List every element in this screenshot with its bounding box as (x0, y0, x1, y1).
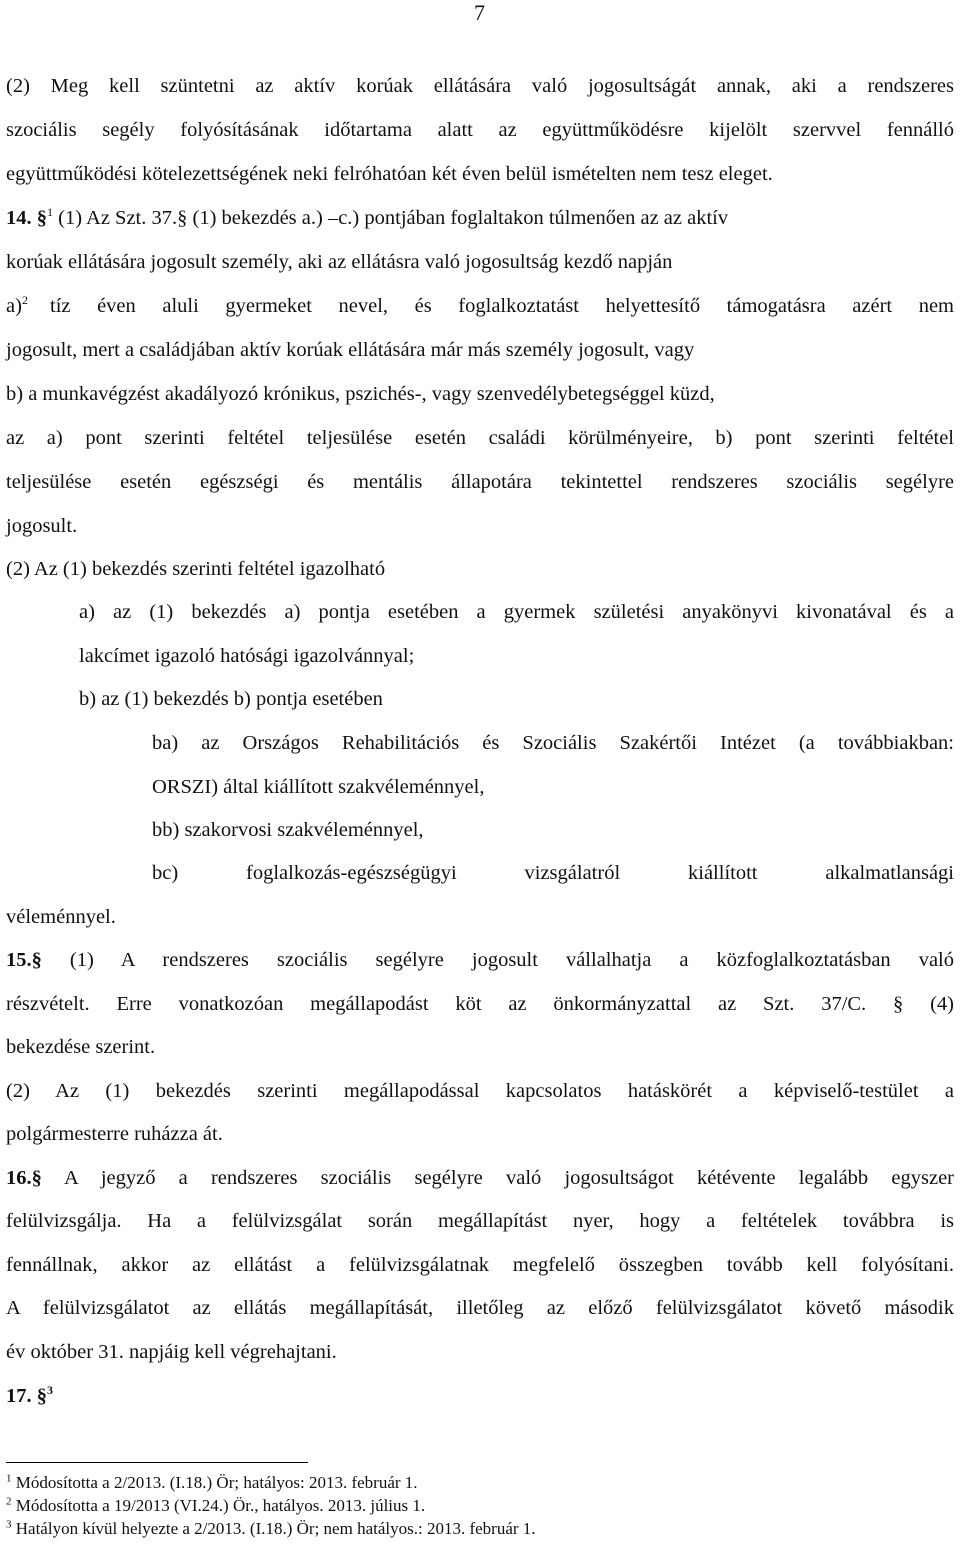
footnote-divider (6, 1462, 308, 1463)
footnote (6, 1473, 418, 1493)
section-text: (1) A rendszeres szociális segélyre jogosult vállalhatja a közfoglalkoztatásban való (41, 949, 954, 971)
item-b-text: b) a munkavégzést akadályozó krónikus, pszichés-, vagy szenvedélybetegséggel küzd, (6, 383, 715, 405)
paragraph-line: év október 31. napjáig kell végrehajtani. (6, 1341, 337, 1363)
section-number: 17. (6, 1385, 32, 1407)
item-label: a) (6, 295, 22, 317)
section-number: 15. (6, 949, 32, 971)
footnote-text: Módosította a 2/2013. (I.18.) Ör; hatályos: 2013. február 1. (11, 1473, 418, 1492)
section-symbol: § (36, 207, 47, 229)
footnote-ref: 1 (47, 205, 53, 220)
section-number: 14. (6, 207, 32, 229)
footnote (6, 1519, 536, 1539)
paragraph-line: korúak ellátására jogosult személy, aki az ellátásra való jogosultság kezdő napján (6, 251, 673, 273)
paragraph-line: felülvizsgálja. Ha a felülvizsgálat során megállapítást nyer, hogy a feltételek továbbra is (6, 1210, 954, 1232)
paragraph-line: (2) Meg kell szüntetni az aktív korúak ellátására való jogosultságát annak, aki a rendszeres (6, 75, 954, 97)
sub-item-a-cont: lakcímet igazoló hatósági igazolvánnyal; (79, 645, 415, 667)
sub-item-bb: bb) szakorvosi szakvéleménnyel, (152, 819, 424, 841)
sub-item-ba-cont: ORSZI) által kiállított szakvéleménnyel, (152, 776, 485, 798)
paragraph-line: polgármesterre ruházza át. (6, 1123, 223, 1145)
sub-item-bc-end: véleménnyel. (6, 906, 116, 928)
paragraph-line: jogosult. (6, 515, 78, 537)
paragraph-line: (2) Az (1) bekezdés szerinti feltétel igazolható (6, 558, 386, 580)
footnote-mark: 1 (6, 1472, 12, 1485)
footnote-mark: 2 (6, 1495, 12, 1508)
section-text: A jegyző a rendszeres szociális segélyre való jogosultságot kétévente legalább egyszer (41, 1167, 954, 1189)
section-15-heading (6, 948, 954, 972)
section-16-heading (6, 1166, 954, 1190)
sub-item-bc: bc) foglalkozás-egészségügyi vizsgálatról kiállított alkalmatlansági (152, 862, 954, 884)
section-text: (1) Az Szt. 37.§ (1) bekezdés a.) –c.) pontjában foglaltakon túlmenően az az aktív (53, 207, 729, 229)
sub-item-ba: ba) az Országos Rehabilitációs és Szociális Szakértői Intézet (a továbbiakban: (152, 732, 954, 754)
sub-item-b: b) az (1) bekezdés b) pontja esetében (79, 688, 383, 710)
footnote-ref: 3 (47, 1383, 53, 1398)
paragraph-line: részvételt. Erre vonatkozóan megállapodást köt az önkormányzattal az Szt. 37/C. § (4) (6, 993, 954, 1015)
footnote-text: Módosította a 19/2013 (VI.24.) Ör., hatályos. 2013. július 1. (11, 1496, 426, 1515)
paragraph-line: teljesülése esetén egészségi és mentális állapotára tekintettel rendszeres szociális segélyre (6, 471, 954, 493)
paragraph-line: szociális segély folyósításának időtartama alatt az együttműködésre kijelölt szervvel fennálló (6, 119, 954, 141)
paragraph-line: A felülvizsgálatot az ellátás megállapítását, illetőleg az előző felülvizsgálatot követő második (6, 1297, 954, 1319)
paragraph-line: (2) Az (1) bekezdés szerinti megállapodással kapcsolatos hatáskörét a képviselő-testület a (6, 1080, 954, 1102)
footnote (6, 1496, 425, 1516)
section-symbol: § (31, 949, 42, 971)
item-a-text: tíz éven aluli gyermeket nevel, és foglalkoztatást helyettesítő támogatásra azért nem (50, 295, 954, 317)
paragraph-line: együttműködési kötelezettségének neki felróhatóan két éven belül ismételten nem tesz eleget. (6, 163, 773, 185)
paragraph-line: fennállnak, akkor az ellátást a felülvizsgálatnak megfelelő összegben tovább kell folyósítani. (6, 1254, 954, 1276)
section-17-heading (6, 1384, 954, 1408)
page-number: 7 (474, 0, 485, 25)
section-symbol: § (36, 1385, 47, 1407)
section-number: 16. (6, 1167, 32, 1189)
paragraph-line: bekezdése szerint. (6, 1036, 156, 1058)
footnote-ref: 2 (21, 293, 28, 308)
footnote-mark: 3 (6, 1518, 12, 1531)
paragraph-line: jogosult, mert a családjában aktív korúak ellátására már más személy jogosult, vagy (6, 339, 695, 361)
section-14-heading (6, 206, 954, 230)
sub-item-a: a) az (1) bekezdés a) pontja esetében a gyermek születési anyakönyvi kivonatával és a (79, 601, 954, 623)
section-symbol: § (31, 1167, 42, 1189)
paragraph-line: az a) pont szerinti feltétel teljesülése esetén családi körülményeire, b) pont szerinti feltétel (6, 427, 954, 449)
footnote-text: Hatályon kívül helyezte a 2/2013. (I.18.) Ör; nem hatályos.: 2013. február 1. (11, 1519, 536, 1538)
